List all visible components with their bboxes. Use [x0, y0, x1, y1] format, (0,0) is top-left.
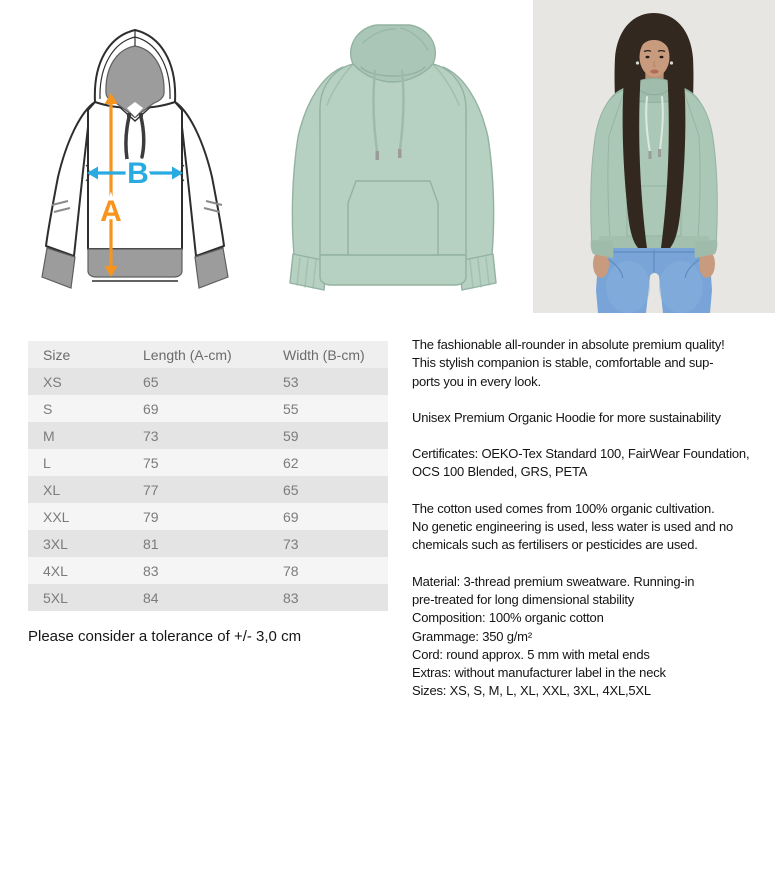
description-paragraph — [412, 500, 774, 555]
length-label-a: A — [100, 195, 122, 228]
description-line: The cotton used comes from 100% organic cultivation. — [412, 500, 715, 516]
description-line: Extras: without manufacturer label in the neck — [412, 665, 666, 681]
description-paragraph — [412, 336, 774, 391]
description-line: Sizes: XS, S, M, L, XL, XXL, 3XL, 4XL,5XL — [412, 683, 651, 699]
size-cell: 3XL — [43, 535, 68, 552]
hoodie-front-photo — [263, 5, 523, 310]
table-row — [28, 422, 388, 449]
description-line: This stylish companion is stable, comfortable and sup- — [412, 355, 714, 371]
width-cell: 69 — [283, 508, 299, 525]
earring-icon — [636, 61, 639, 64]
table-row — [28, 503, 388, 530]
description-line: ports you in every look. — [412, 373, 541, 389]
width-cell: 62 — [283, 454, 299, 471]
length-cell: 77 — [143, 481, 159, 498]
earring-icon — [670, 61, 673, 64]
length-cell: 69 — [143, 400, 159, 417]
table-row — [28, 476, 388, 503]
description-line: Composition: 100% organic cotton — [412, 610, 604, 626]
width-cell: 53 — [283, 373, 299, 390]
product-description — [412, 336, 774, 719]
length-cell: 81 — [143, 535, 159, 552]
description-line: Cord: round approx. 5 mm with metal ends — [412, 646, 650, 662]
table-row — [28, 530, 388, 557]
table-row — [28, 557, 388, 584]
length-cell: 79 — [143, 508, 159, 525]
description-line: chemicals such as fertilisers or pesticides are used. — [412, 537, 698, 553]
description-line: Certificates: OEKO-Tex Standard 100, FairWear Foundation, — [412, 446, 750, 462]
description-paragraph — [412, 445, 774, 482]
table-row — [28, 449, 388, 476]
size-diagram-image — [30, 5, 245, 310]
length-cell: 75 — [143, 454, 159, 471]
length-cell: 65 — [143, 373, 159, 390]
product-photo-front — [263, 5, 523, 310]
table-row — [28, 584, 388, 611]
width-cell: 59 — [283, 427, 299, 444]
tolerance-note: Please consider a tolerance of +/- 3,0 cm — [28, 628, 302, 645]
size-cell: XL — [43, 481, 61, 498]
width-cell: 83 — [283, 589, 299, 606]
length-cell: 73 — [143, 427, 159, 444]
description-line: pre-treated for long dimensional stability — [412, 591, 635, 607]
description-line: OCS 100 Blended, GRS, PETA — [412, 464, 588, 480]
width-cell: 65 — [283, 481, 299, 498]
description-line: No genetic engineering is used, less water is used and no — [412, 519, 734, 535]
width-cell: 55 — [283, 400, 299, 417]
width-label-b: B — [127, 157, 149, 190]
model-wearing-hoodie — [533, 0, 775, 313]
size-cell: XXL — [43, 508, 70, 525]
width-cell: 78 — [283, 562, 299, 579]
length-cell: 84 — [143, 589, 159, 606]
size-cell: M — [43, 427, 55, 444]
description-line: Grammage: 350 g/m² — [412, 628, 532, 644]
table-row — [28, 395, 388, 422]
model-photo — [533, 0, 775, 313]
size-cell: XS — [43, 373, 62, 390]
description-line: The fashionable all-rounder in absolute premium quality! — [412, 337, 725, 352]
flat-hood — [351, 25, 436, 82]
description-line: Material: 3-thread premium sweatware. Running-in — [412, 573, 695, 589]
hoodie-measurement-diagram — [30, 5, 245, 310]
hoodie-hem — [599, 236, 709, 250]
header-cell-size: Size — [43, 346, 71, 363]
header-cell-length: Length (A-cm) — [143, 346, 232, 363]
description-line: Unisex Premium Organic Hoodie for more sustainability — [412, 409, 721, 425]
kangaroo-pocket — [348, 181, 438, 255]
size-cell: 5XL — [43, 589, 68, 606]
description-paragraph — [412, 409, 774, 427]
model-hoodie — [591, 84, 717, 253]
width-cell: 73 — [283, 535, 299, 552]
table-row — [28, 368, 388, 395]
size-cell: 4XL — [43, 562, 68, 579]
table-header-row — [28, 341, 388, 368]
description-paragraph — [412, 573, 774, 701]
length-cell: 83 — [143, 562, 159, 579]
size-chart-table — [28, 341, 388, 611]
header-cell-width: Width (B-cm) — [283, 346, 365, 363]
size-cell: L — [43, 454, 51, 471]
size-cell: S — [43, 400, 53, 417]
